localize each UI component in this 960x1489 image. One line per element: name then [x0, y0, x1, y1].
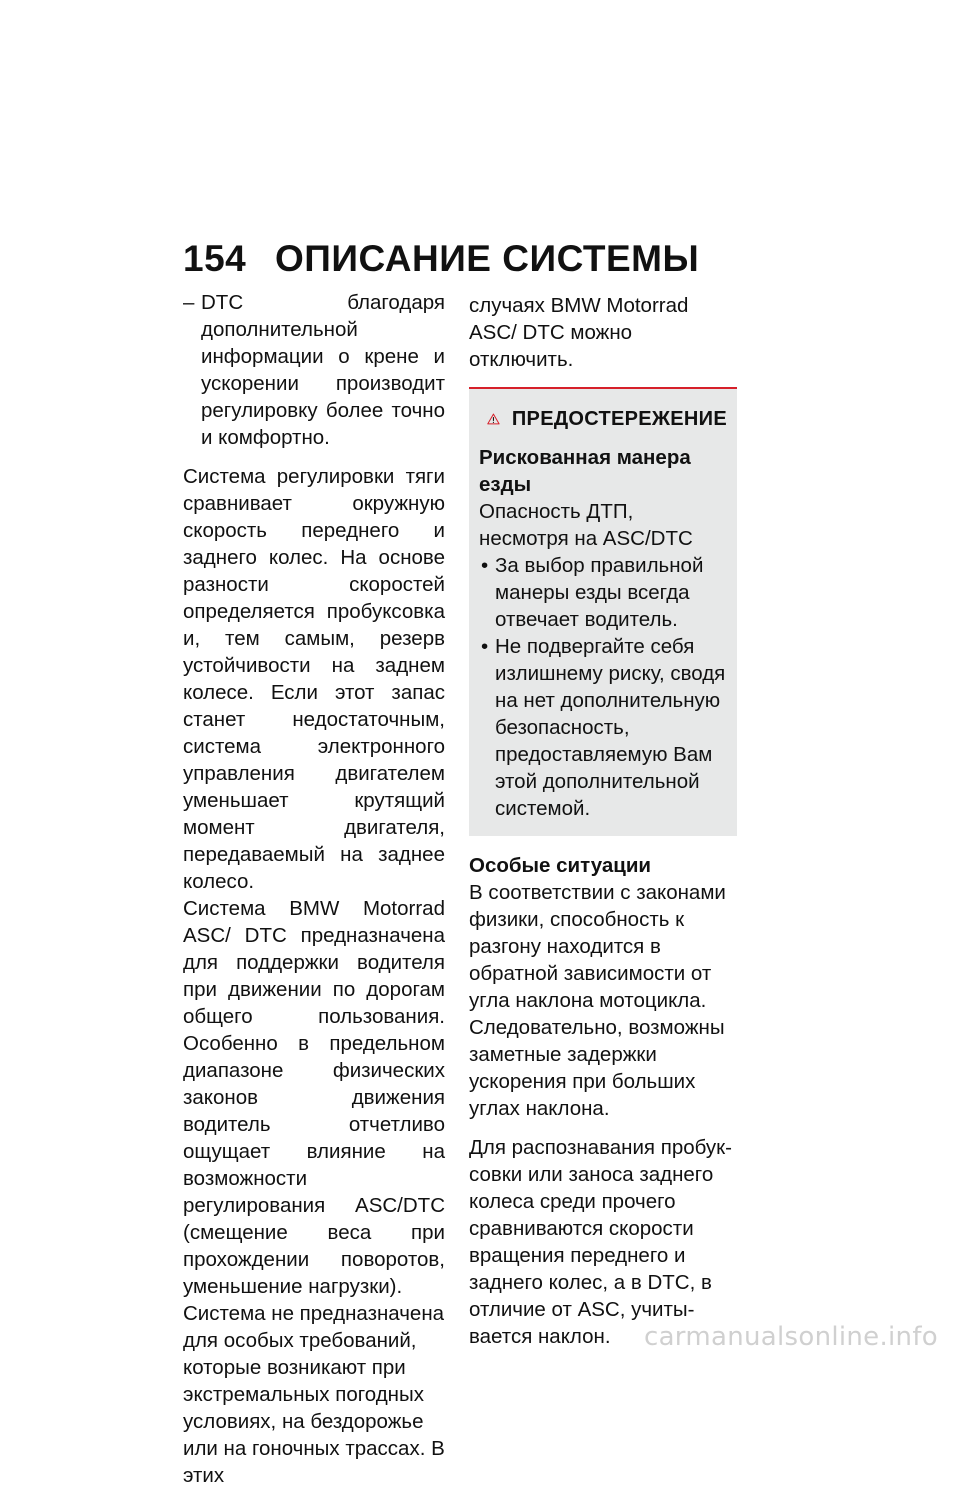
warning-triangle-icon [487, 404, 500, 434]
paragraph-purpose: Система BMW Motorrad ASC/ DTC предназначена для поддержки водителя при движении по дорогам общего пользования. Особенно в предельном диапазоне физических законов движения водитель отчетливо ощущает влияние на возможности регулирования ASC/DTC (смещение веса при прохождении поворотов, уменьшение нагрузки). [183, 897, 445, 1298]
warning-box [469, 387, 737, 836]
paragraph-continuation: случаях BMW Motorrad ASC/ DTC можно отключить. [469, 294, 689, 371]
page-title: ОПИСАНИЕ СИСТЕМЫ [275, 238, 700, 279]
left-column [183, 289, 445, 1489]
warning-title: ПРЕДОСТЕРЕЖЕНИЕ [511, 407, 727, 430]
right-column [469, 292, 737, 1350]
bullet-text: За выбор правильной манеры езды всегда отвечает водитель. [495, 554, 704, 631]
watermark: carmanualsonline.info [643, 1322, 938, 1352]
paragraph-detection: Для распознавания пробуксовки или заноса заднего колеса среди прочего сравниваются скорости вращения переднего и заднего колес, а в DTC, в отличие от ASC, учитывается наклон. [469, 1136, 732, 1348]
warning-bullet [479, 552, 727, 633]
bullet-marker: • [481, 635, 489, 658]
dash-item-text: DTC благодаря дополнительной информации о крене и ускорении производит регулировку более точно и комфортно. [201, 291, 445, 449]
warning-bullet [479, 633, 727, 822]
paragraph-limits: Система не предназначена для особых требований, которые возникают при экстремальных погодных условиях, на бездорожье или на гоночных трассах. В этих [183, 1302, 445, 1487]
bullet-text: Не подвергайте себя излишнему риску, сводя на нет дополнительную безопасность, предоставляемую Вам этой дополнительной системой. [495, 635, 726, 820]
page-header [183, 238, 699, 280]
paragraph-physics: В соответствии с законами физики, способность к разгону находится в обратной зависимости от угла наклона мотоцикла. Следовательно, возможны заметные задержки ускорения при больших углах наклона. [469, 881, 726, 1120]
warning-subtitle: Рискованная манера езды [479, 446, 691, 496]
dash-marker: – [183, 291, 195, 314]
dash-list-item [183, 289, 445, 451]
warning-text: Опасность ДТП, несмотря на ASC/DTC [479, 500, 693, 550]
section-title: Особые ситуации [469, 854, 652, 877]
page-number: 154 [183, 238, 247, 279]
bullet-marker: • [481, 554, 489, 577]
paragraph-traction: Система регулировки тяги сравнивает окружную скорость переднего и заднего колес. На основе разности скоростей определяется пробуксовка и, тем самым, резерв устойчивости на заднем колесе. Если этот запас станет недостаточным, система электронного управления двигателем уменьшает крутящий момент двигателя, передаваемый на заднее колесо. [183, 465, 445, 893]
warning-header [487, 404, 727, 434]
